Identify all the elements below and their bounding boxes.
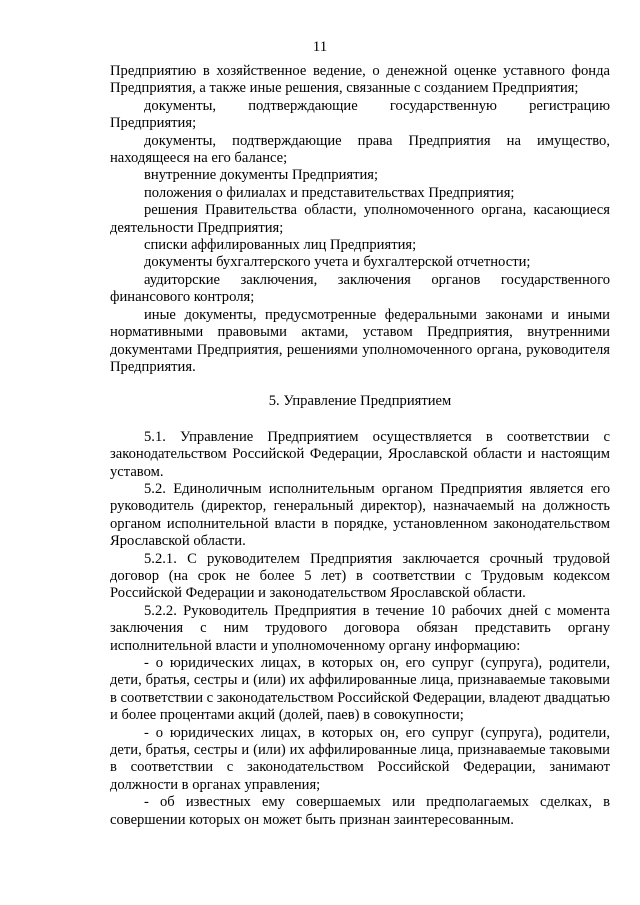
section-paragraph: 5.1. Управление Предприятием осуществляется в соответствии с законодательством Российской Федерации, Ярославской области и настоящим уставом. bbox=[110, 428, 610, 480]
list-item: документы бухгалтерского учета и бухгалтерской отчетности; bbox=[144, 254, 531, 271]
list-item: аудиторские заключения, заключения органов государственного финансового контроля; bbox=[110, 271, 610, 306]
list-item: иные документы, предусмотренные федеральными законами и иными нормативными правовыми актами, уставом Предприятия, внутренними документами Предприятия, решениями уполномоченного органа, руководителя Предприятия. bbox=[110, 306, 610, 375]
section-paragraph: - об известных ему совершаемых или предполагаемых сделках, в совершении которых он может быть признан заинтересованным. bbox=[110, 794, 610, 828]
list-item: положения о филиалах и представительствах Предприятия; bbox=[144, 184, 515, 201]
list-item: документы, подтверждающие права Предприятия на имущество, находящееся на его балансе; bbox=[110, 132, 610, 167]
list-item: Предприятию в хозяйственное ведение, о денежной оценке уставного фонда Предприятия, а также иные решения, связанные с созданием Предприятия; bbox=[110, 63, 610, 97]
section-paragraph: 5.2.1. С руководителем Предприятия заключается срочный трудовой договор (на срок не более 5 лет) в соответствии с Трудовым кодексом Российской Федерации и законодательством Ярославской области. bbox=[110, 550, 610, 602]
section-paragraph: - о юридических лицах, в которых он, его супруг (супруга), родители, дети, братья, сестры и (или) их аффилированные лица, признаваемые таковыми в соответствии с законодательством Российской Федерации, владеют двадцатью и более процентами акций (долей, паев) в совокупности; bbox=[110, 655, 610, 724]
section-paragraph: 5.2. Единоличным исполнительным органом Предприятия является его руководитель (директор, генеральный директор), назначаемый на должность органом исполнительной власти в порядке, установленном законодательством Ярославской области. bbox=[110, 480, 610, 550]
section-paragraph: 5.2.2. Руководитель Предприятия в течение 10 рабочих дней с момента заключения с ним трудового договора обязан представить органу исполнительной власти и уполномоченному органу информацию: bbox=[110, 602, 610, 654]
page-number: 11 bbox=[312, 39, 328, 55]
section-paragraph: - о юридических лицах, в которых он, его супруг (супруга), родители, дети, братья, сестры и (или) их аффилированные лица, признаваемые таковыми в соответствии с законодательством Российской Федерации, занимают должности в органах управления; bbox=[110, 724, 610, 793]
list-item: документы, подтверждающие государственную регистрацию Предприятия; bbox=[110, 97, 610, 132]
section-heading: 5. Управление Предприятием bbox=[268, 393, 452, 410]
list-item: списки аффилированных лиц Предприятия; bbox=[144, 237, 417, 254]
list-item: решения Правительства области, уполномоченного органа, касающиеся деятельности Предприятия; bbox=[110, 202, 610, 236]
list-item: внутренние документы Предприятия; bbox=[144, 167, 379, 184]
document-body bbox=[110, 63, 610, 829]
